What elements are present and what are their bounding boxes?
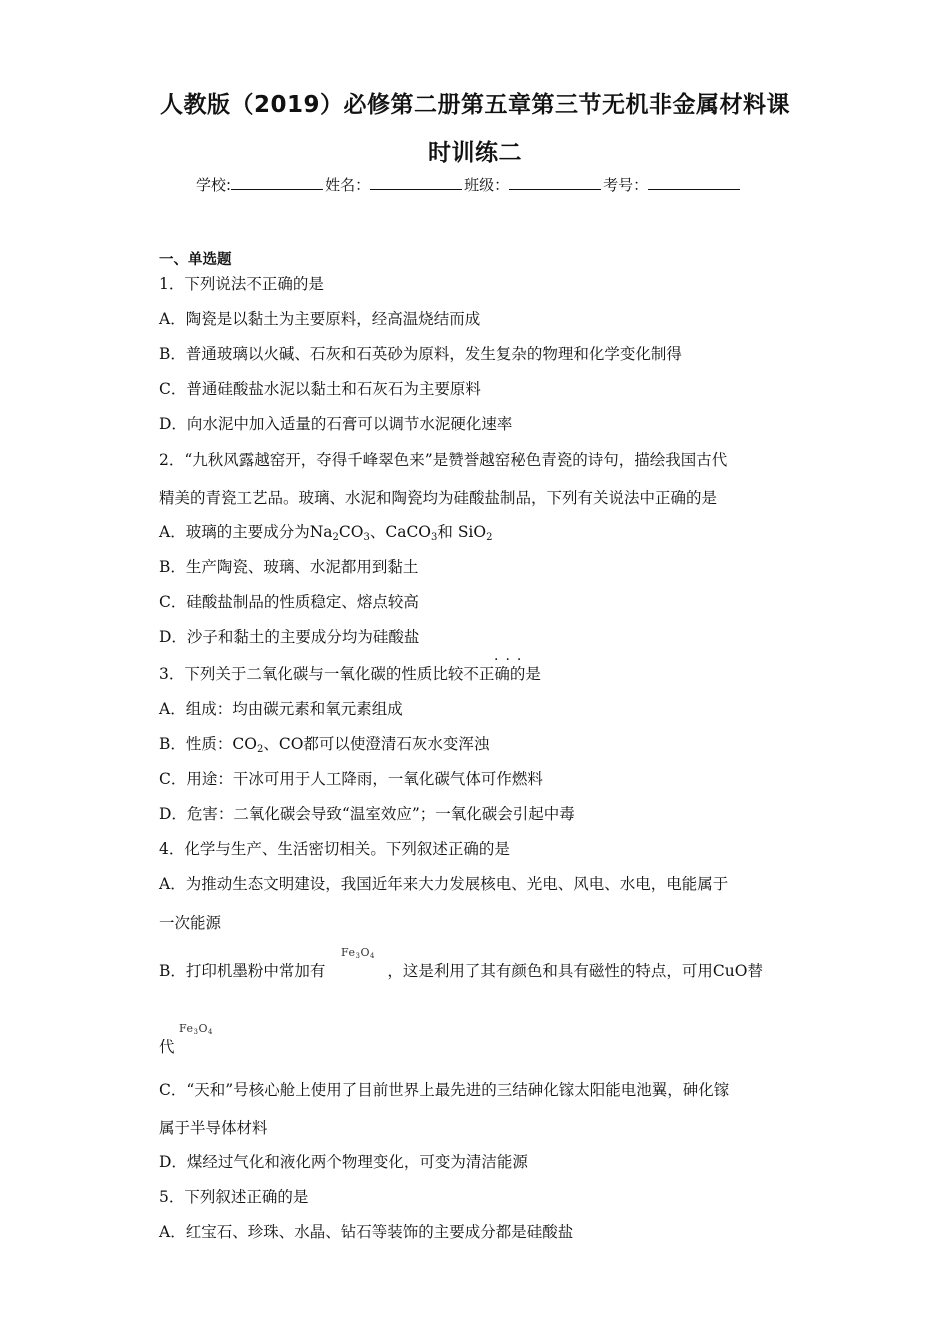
doc-title-line1: 人教版（2019）必修第二册第五章第三节无机非金属材料课 bbox=[159, 92, 790, 118]
formula-fe3o4: $Fe_3O_4$ bbox=[179, 1022, 214, 1036]
class-blank[interactable] bbox=[509, 175, 601, 190]
q1-option-b: B．普通玻璃以火碱、石灰和石英砂为原料，发生复杂的物理和化学变化制得 bbox=[159, 345, 682, 363]
emphasis-dots: ··· bbox=[494, 652, 529, 668]
q1-option-a: A．陶瓷是以黏土为主要原料，经高温烧结而成 bbox=[159, 310, 481, 328]
id-label: 考号： bbox=[603, 176, 649, 194]
q4-option-c-line2: 属于半导体材料 bbox=[159, 1119, 268, 1137]
q2-option-a: A．玻璃的主要成分为$Na_2CO_3$、CaCO$_3$和 SiO$_2$ bbox=[159, 523, 493, 543]
q4-option-a-line1: A．为推动生态文明建设，我国近年来大力发展核电、光电、风电、水电，电能属于 bbox=[159, 875, 729, 893]
q4-option-b-line2: 代 bbox=[159, 1038, 175, 1056]
name-blank[interactable] bbox=[370, 175, 462, 190]
doc-title-line2: 时训练二 bbox=[428, 140, 522, 166]
q1-option-d: D．向水泥中加入适量的石膏可以调节水泥硬化速率 bbox=[159, 415, 513, 433]
q2-stem-line1: 2．“九秋风露越窑开，夺得千峰翠色来”是赞誉越窑秘色青瓷的诗句，描绘我国古代 bbox=[159, 451, 728, 469]
q2-stem-line2: 精美的青瓷工艺品。玻璃、水泥和陶瓷均为硅酸盐制品，下列有关说法中正确的是 bbox=[159, 489, 718, 507]
q4-option-d: D．煤经过气化和液化两个物理变化，可变为清洁能源 bbox=[159, 1153, 528, 1171]
formula-fe3o4: $Fe_3O_4$ bbox=[341, 946, 376, 960]
school-blank[interactable] bbox=[231, 175, 323, 190]
q3-option-b: B．性质：$CO_2$、CO都可以使澄清石灰水变浑浊 bbox=[159, 735, 490, 755]
q2-option-b: B．生产陶瓷、玻璃、水泥都用到黏土 bbox=[159, 558, 419, 576]
name-label: 姓名： bbox=[325, 176, 371, 194]
school-label: 学校: bbox=[196, 176, 232, 194]
q5-stem: 5．下列叙述正确的是 bbox=[159, 1188, 309, 1206]
q3-option-c: C．用途：干冰可用于人工降雨，一氧化碳气体可作燃料 bbox=[159, 770, 543, 788]
q3-option-b-pre: B．性质： bbox=[159, 735, 233, 753]
q4-option-c-line1: C．“天和”号核心舱上使用了目前世界上最先进的三结砷化镓太阳能电池翼，砷化镓 bbox=[159, 1081, 730, 1099]
q4-option-a-line2: 一次能源 bbox=[159, 914, 222, 932]
q4-stem: 4．化学与生产、生活密切相关。下列叙述正确的是 bbox=[159, 840, 510, 858]
q4-option-b-post: ，这是利用了其有颜色和具有磁性的特点，可用CuO替 bbox=[387, 962, 763, 980]
q5-option-a: A．红宝石、珍珠、水晶、钻石等装饰的主要成分都是硅酸盐 bbox=[159, 1223, 574, 1241]
q2-option-a-text: A．玻璃的主要成分为 bbox=[159, 523, 310, 541]
class-label: 班级： bbox=[464, 176, 510, 194]
q4-option-b-pre: B．打印机墨粉中常加有 bbox=[159, 962, 326, 980]
q3-stem: 3．下列关于二氧化碳与一氧化碳的性质比较不正确的是 bbox=[159, 665, 541, 683]
student-info-line bbox=[196, 174, 796, 195]
q2-option-c: C．硅酸盐制品的性质稳定、熔点较高 bbox=[159, 593, 419, 611]
id-blank[interactable] bbox=[648, 175, 740, 190]
q3-option-b-post: 、CO都可以使澄清石灰水变浑浊 bbox=[263, 735, 490, 753]
q1-option-c: C．普通硅酸盐水泥以黏土和石灰石为主要原料 bbox=[159, 380, 481, 398]
q4-option-b-line1 bbox=[159, 961, 763, 981]
q2-option-d: D．沙子和黏土的主要成分均为硅酸盐 bbox=[159, 628, 420, 646]
q3-option-d: D．危害：二氧化碳会导致“温室效应”；一氧化碳会引起中毒 bbox=[159, 805, 575, 823]
q3-option-a: A．组成：均由碳元素和氧元素组成 bbox=[159, 700, 403, 718]
section-heading: 一、单选题 bbox=[159, 252, 232, 268]
q1-stem: 1．下列说法不正确的是 bbox=[159, 275, 324, 293]
